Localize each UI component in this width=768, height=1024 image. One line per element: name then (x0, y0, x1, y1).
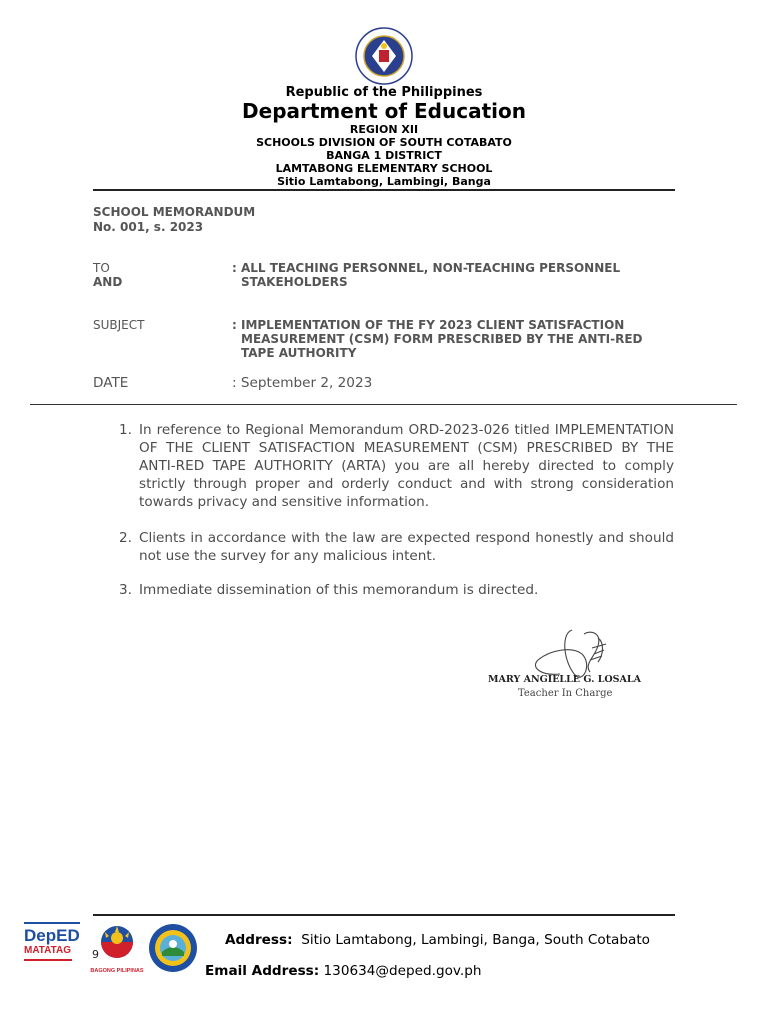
footer-address (225, 932, 650, 948)
to-value (232, 261, 682, 289)
matatag-logo-text: MATATAG (24, 945, 72, 956)
memo-number: No. 001, s. 2023 (93, 220, 204, 234)
subject-line3: TAPE AUTHORITY (241, 346, 357, 360)
subject-line1: : IMPLEMENTATION OF THE FY 2023 CLIENT SATISFACTION (232, 318, 625, 332)
deped-matatag-logo (24, 922, 80, 976)
bagong-pilipinas-text: BAGONG PILIPINAS (90, 968, 144, 974)
subject-value (232, 318, 682, 360)
date-value: : September 2, 2023 (232, 375, 373, 391)
to-value-line1: : ALL TEACHING PERSONNEL, NON-TEACHING PERSONNEL (232, 261, 621, 275)
email-label: Email Address: (205, 963, 320, 979)
address-label: Address: (225, 932, 293, 948)
email-value: 130634@deped.gov.ph (323, 963, 482, 979)
school-heading: LAMTABONG ELEMENTARY SCHOOL (275, 162, 493, 175)
signatory-name: MARY ANGIELLE G. LOSALA (488, 674, 641, 685)
republic-heading: Republic of the Philippines (285, 85, 483, 100)
footer-divider (93, 914, 675, 916)
list-item-number: 1. (119, 422, 132, 438)
to-label: TO (93, 261, 110, 275)
body-divider (30, 404, 737, 405)
subject-line2: MEASUREMENT (CSM) FORM PRESCRIBED BY THE ANTI-RED (241, 332, 643, 346)
subject-label: SUBJECT (93, 318, 145, 332)
to-value-line2: STAKEHOLDERS (241, 275, 348, 289)
and-label: AND (93, 275, 123, 289)
school-address: Sitio Lamtabong, Lambingi, Banga (277, 175, 491, 188)
list-item-text: Immediate dissemination of this memorandum is directed. (139, 582, 539, 598)
header-divider (93, 189, 675, 191)
district-heading: BANGA 1 DISTRICT (326, 149, 442, 162)
signature-scribble-icon (535, 630, 606, 677)
list-item (108, 581, 674, 599)
signature-block (480, 624, 680, 704)
school-seal-icon (146, 922, 200, 974)
department-heading: Department of Education (242, 99, 526, 123)
address-value: Sitio Lamtabong, Lambingi, Banga, South Cotabato (301, 932, 650, 948)
bagong-pilipinas-logo (90, 922, 144, 976)
signatory-title: Teacher In Charge (518, 688, 613, 699)
date-label: DATE (93, 375, 129, 391)
memo-info (93, 205, 255, 235)
deped-logo-text: DepED (24, 926, 80, 945)
region-heading: REGION XII (349, 123, 419, 136)
footer-number: 9 (92, 948, 99, 961)
list-item (108, 529, 674, 565)
memo-type: SCHOOL MEMORANDUM (93, 205, 256, 219)
list-item-text: In reference to Regional Memorandum ORD-2023-026 titled IMPLEMENTATION OF THE CLIENT SATISFACTION MEASUREMENT (CSM) PRESCRIBED BY THE ANTI-RED TAPE AUTHORITY (ARTA) you are all hereby directed to comply strictly through proper and orderly conduct and with strong consideration towards privacy and sensitive information. (139, 422, 674, 510)
list-item-number: 2. (119, 530, 132, 546)
list-item-text: Clients in accordance with the law are expected respond honestly and should not use the survey for any malicious intent. (139, 530, 674, 564)
deped-seal-icon (352, 26, 416, 86)
footer-email (205, 963, 481, 979)
list-item (108, 421, 674, 511)
list-item-number: 3. (119, 582, 132, 598)
division-heading: SCHOOLS DIVISION OF SOUTH COTABATO (256, 136, 512, 149)
